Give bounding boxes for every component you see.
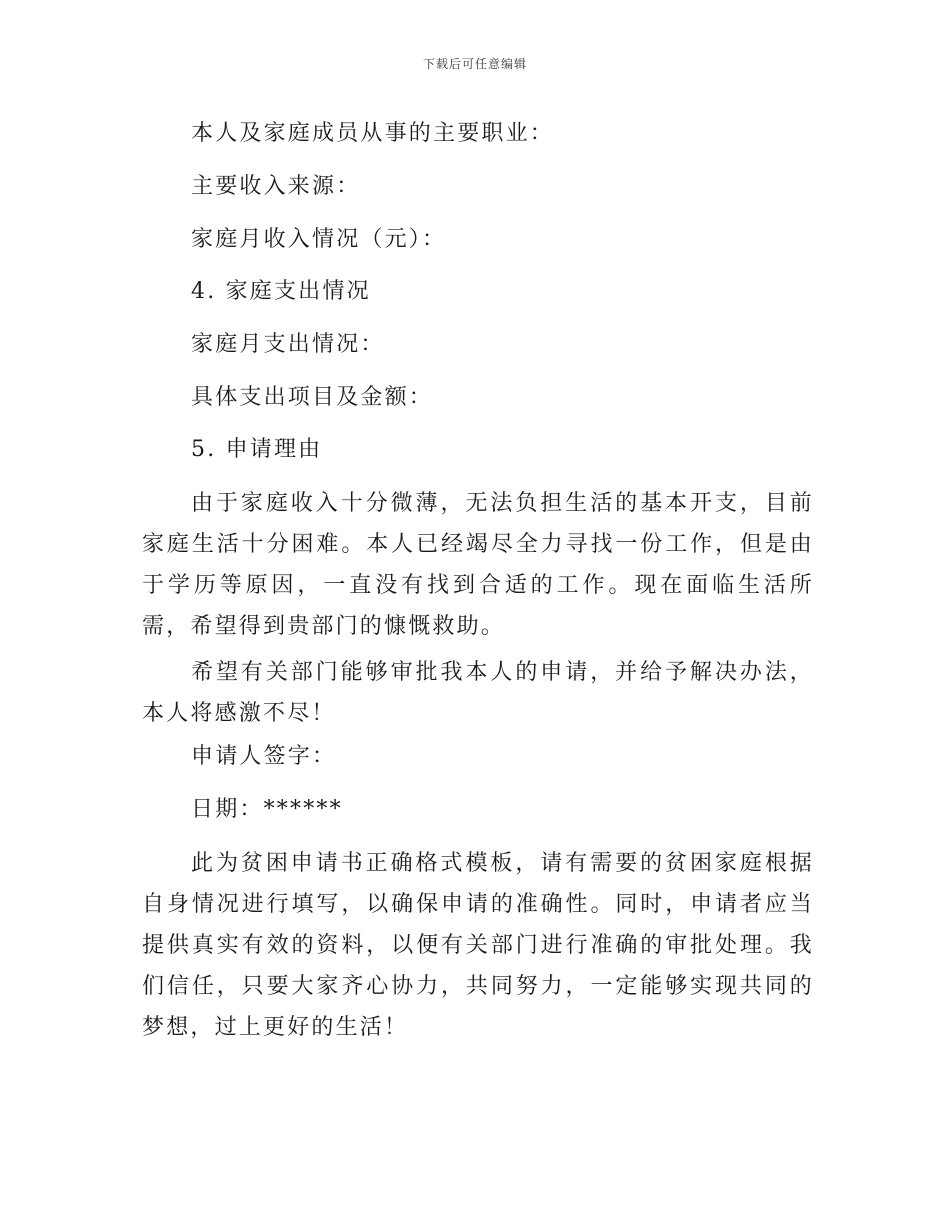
occupation-line: 本人及家庭成员从事的主要职业： [191,121,555,146]
date-line: 日期：****** [191,797,343,822]
reason-paragraph: 由于家庭收入十分微薄，无法负担生活的基本开支，目前家庭生活十分困难。本人已经竭尽全力寻找一份工作，但是由于学历等原因，一直没有找到合适的工作。现在面临生活所需，希望得到贵部门的慷慨救助。 [142,491,814,639]
income-source-line: 主要收入来源： [191,174,361,199]
monthly-income-line: 家庭月收入情况（元）： [191,227,447,252]
expense-items-line: 具体支出项目及金额： [191,385,434,410]
page-header: 下载后可任意编辑 [422,57,527,71]
section-4-title: 4. 家庭支出情况 [191,279,371,304]
template-note-paragraph: 此为贫困申请书正确格式模板，请有需要的贫困家庭根据自身情况进行填写，以确保申请的准确性。同时，申请者应当提供真实有效的资料，以便有关部门进行准确的审批处理。我们信任，只要大家齐心协力，共同努力，一定能够实现共同的梦想，过上更好的生活！ [142,851,814,1040]
monthly-expense-line: 家庭月支出情况： [191,332,385,357]
hope-paragraph: 希望有关部门能够审批我本人的申请，并给予解决办法，本人将感激不尽！ [142,660,814,726]
section-5-title: 5. 申请理由 [191,437,323,462]
applicant-signature-line: 申请人签字： [191,744,337,769]
